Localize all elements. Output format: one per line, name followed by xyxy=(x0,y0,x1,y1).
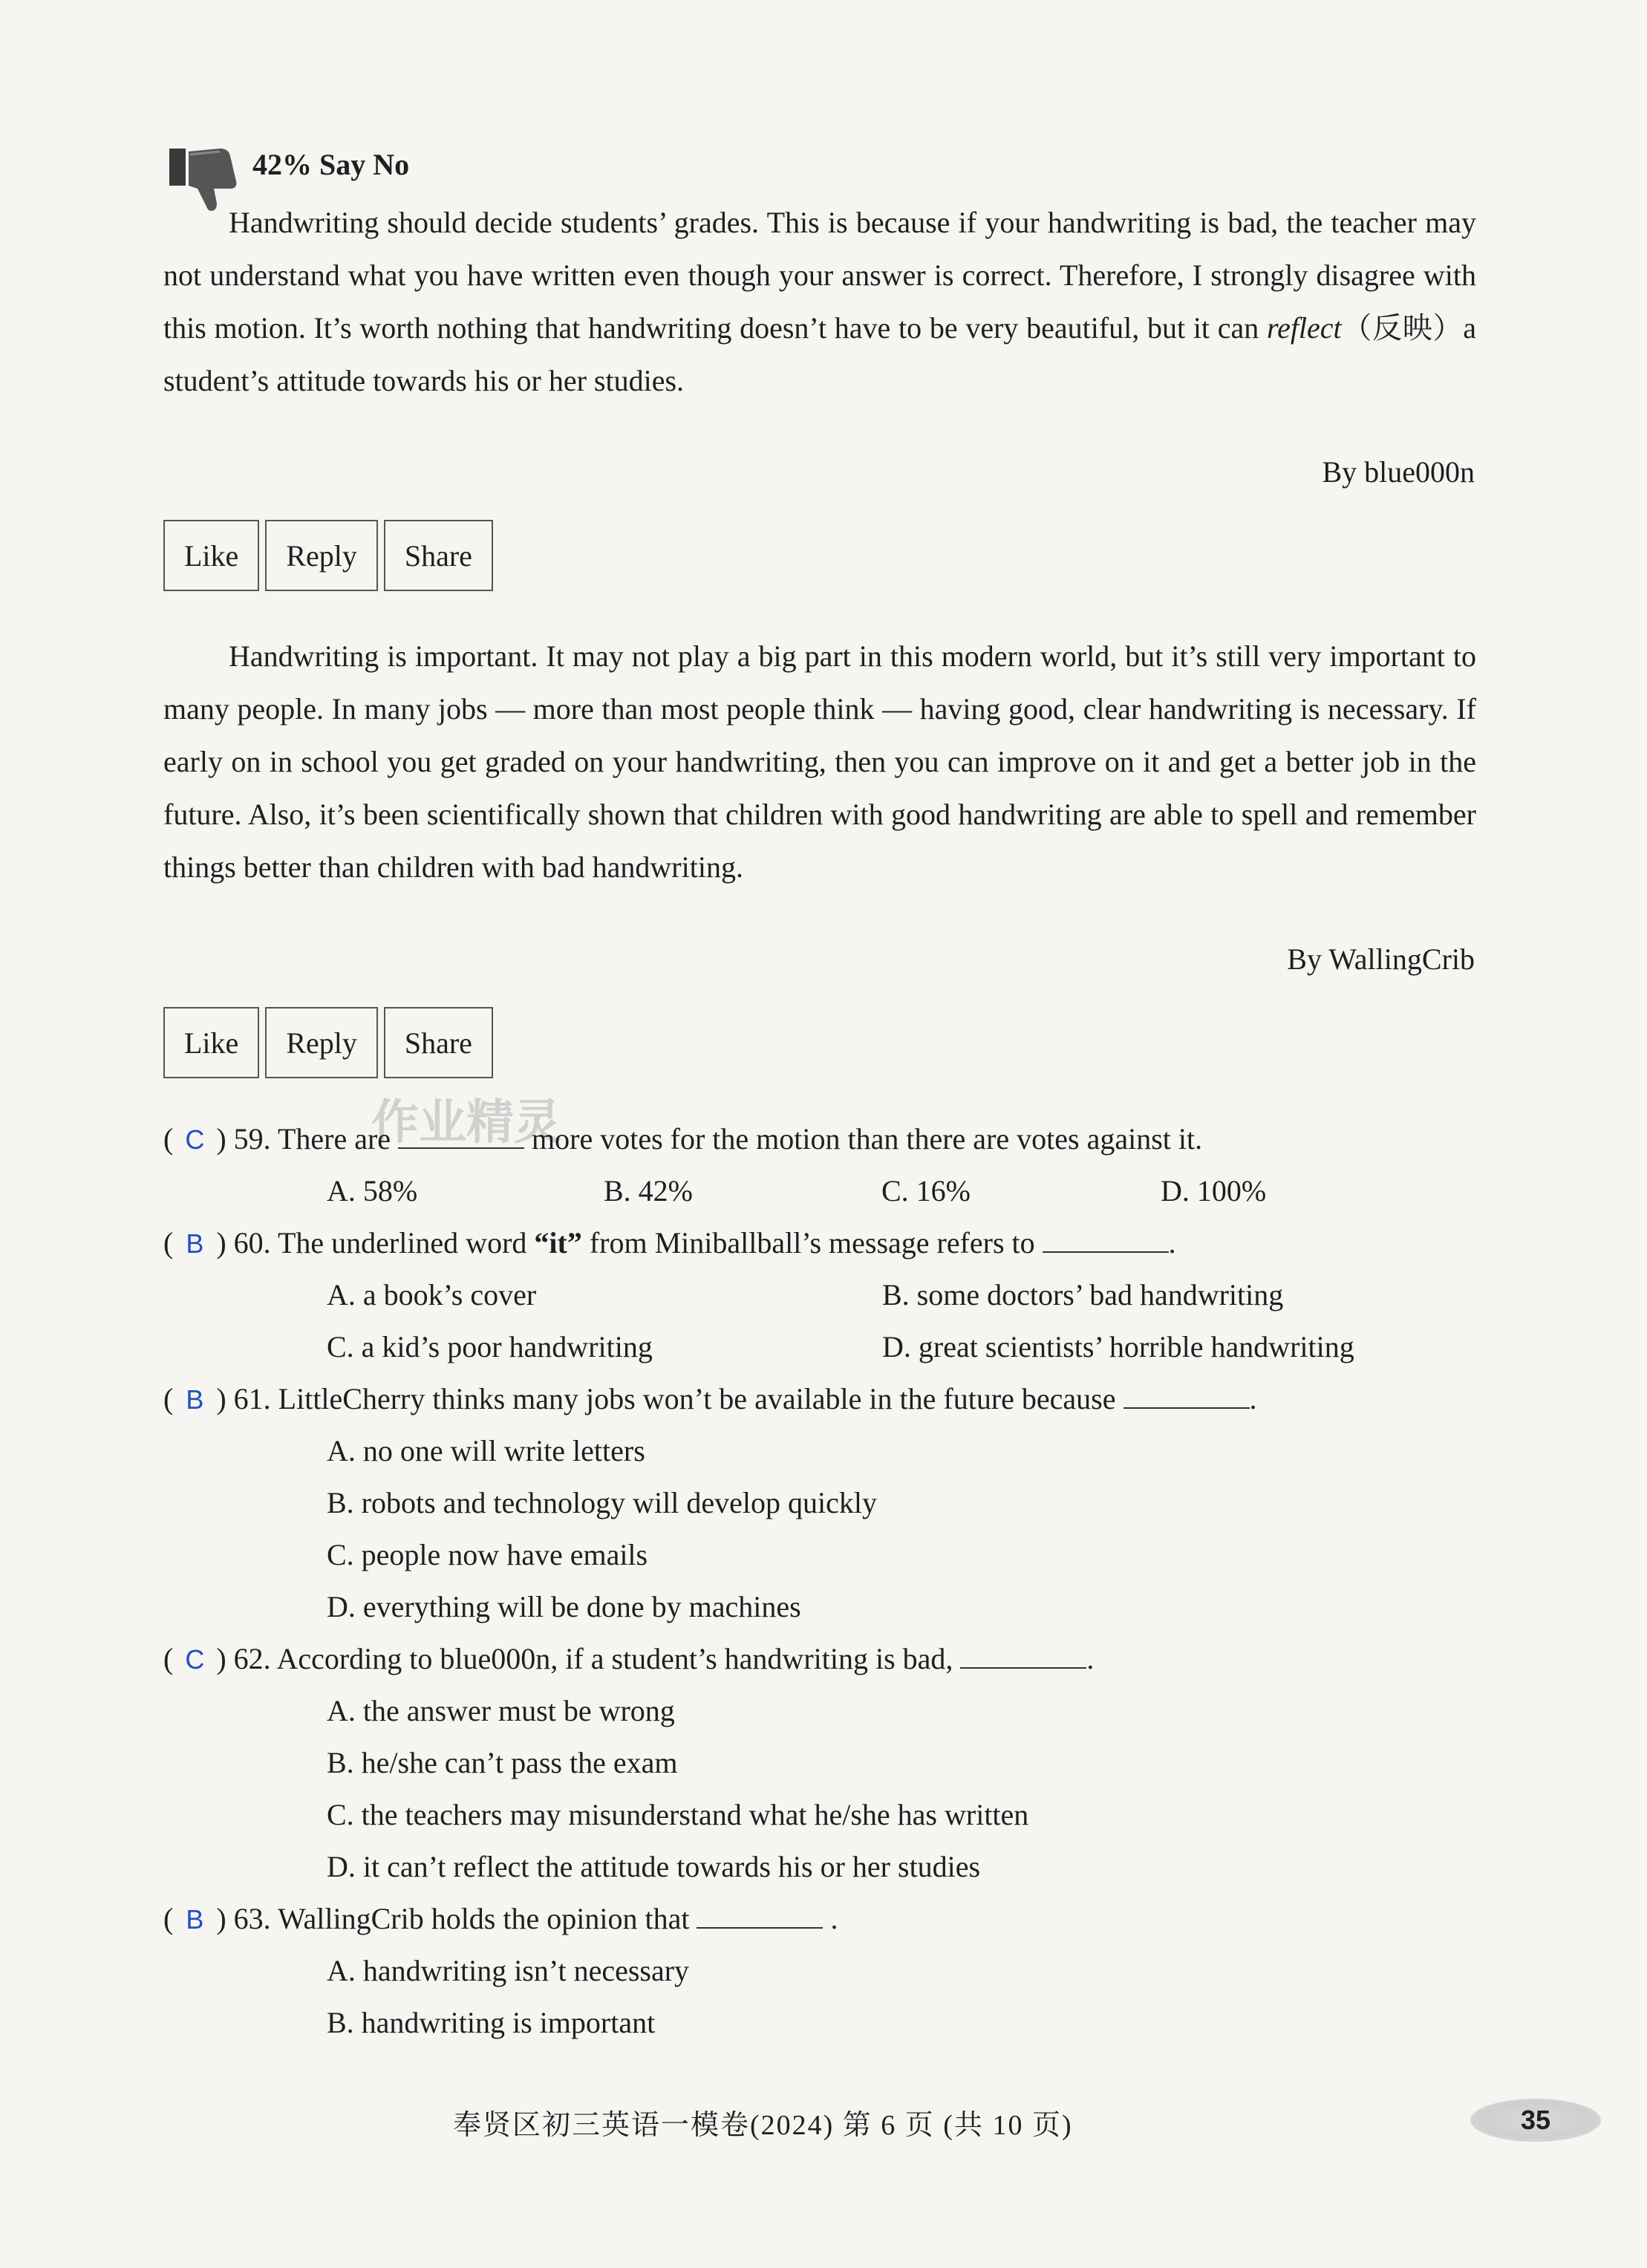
answer-mark: C xyxy=(185,1124,205,1155)
post-1-text: Handwriting should decide students’ grades. This is because if your handwriting is bad, the teacher may not understand what you have written even though your answer is correct. Therefore, I strongly disagree with this motion. It’s worth nothing that handwriting doesn’t have to be very beautiful, but it can reflect（反映）a student’s attitude towards his or her studies. xyxy=(163,206,1476,397)
question-60: ( B ) 60. The underlined word “it” from Miniballball’s message refers to . xyxy=(163,1226,1176,1260)
share-button[interactable]: Share xyxy=(384,520,493,591)
option: D. it can’t reflect the attitude towards his or her studies xyxy=(327,1850,981,1883)
answer-blank xyxy=(398,1124,524,1149)
answer-mark: B xyxy=(186,1384,204,1415)
option: B. some doctors’ bad handwriting xyxy=(882,1278,1284,1311)
option: A. 58% xyxy=(327,1174,418,1208)
option: D. everything will be done by machines xyxy=(327,1590,801,1623)
post-2-text: Handwriting is important. It may not play a big part in this modern world, but it’s still very important to many people. In many jobs — more than most people think — having good, clear handwriting is necessary. If early on in school you get graded on your handwriting, then you can improve on it and get a better job in the future. Also, it’s been scientifically shown that children with good handwriting are able to spell and remember things better than children with bad handwriting. xyxy=(163,639,1476,884)
question-59: ( C ) 59. There are more votes for the motion than there are votes against it. xyxy=(163,1122,1203,1156)
answer-blank xyxy=(1043,1228,1169,1253)
like-button[interactable]: Like xyxy=(163,1007,259,1078)
share-button[interactable]: Share xyxy=(384,1007,493,1078)
page-number: 35 xyxy=(1470,2099,1601,2142)
option: D. great scientists’ horrible handwriting xyxy=(882,1330,1354,1363)
question-61: ( B ) 61. LittleCherry thinks many jobs won’t be available in the future because . xyxy=(163,1382,1257,1415)
section-heading: 42% Say No xyxy=(252,148,410,181)
option: B. 42% xyxy=(604,1174,693,1208)
post-1-actions xyxy=(163,520,493,591)
question-63: ( B ) 63. WallingCrib holds the opinion that . xyxy=(163,1902,838,1935)
answer-blank xyxy=(960,1643,1086,1669)
option: C. a kid’s poor handwriting xyxy=(327,1330,653,1363)
like-button[interactable]: Like xyxy=(163,520,259,591)
answer-mark: C xyxy=(185,1644,205,1675)
post-1-author: By blue000n xyxy=(1322,455,1475,489)
option: C. the teachers may misunderstand what he/she has written xyxy=(327,1798,1029,1831)
option: C. 16% xyxy=(881,1174,971,1208)
option: D. 100% xyxy=(1161,1174,1267,1208)
answer-mark: B xyxy=(186,1904,204,1935)
question-62: ( C ) 62. According to blue000n, if a student’s handwriting is bad, . xyxy=(163,1642,1095,1675)
watermark: 作业精灵 xyxy=(371,1095,561,1150)
post-2-author: By WallingCrib xyxy=(1287,942,1475,976)
option: A. the answer must be wrong xyxy=(327,1694,675,1727)
answer-blank xyxy=(697,1903,823,1929)
option: B. he/she can’t pass the exam xyxy=(327,1746,678,1779)
option: A. handwriting isn’t necessary xyxy=(327,1954,690,1987)
reply-button[interactable]: Reply xyxy=(265,1007,378,1078)
answer-blank xyxy=(1123,1384,1250,1409)
option: A. a book’s cover xyxy=(327,1278,537,1311)
reply-button[interactable]: Reply xyxy=(265,520,378,591)
answer-mark: B xyxy=(186,1228,204,1259)
page-footer: 奉贤区初三英语一模卷(2024) 第 6 页 (共 10 页) xyxy=(453,2110,1073,2141)
option: C. people now have emails xyxy=(327,1538,648,1571)
option: A. no one will write letters xyxy=(327,1434,645,1467)
post-2-actions xyxy=(163,1007,493,1078)
option: B. handwriting is important xyxy=(327,2006,656,2039)
option: B. robots and technology will develop quickly xyxy=(327,1486,877,1519)
